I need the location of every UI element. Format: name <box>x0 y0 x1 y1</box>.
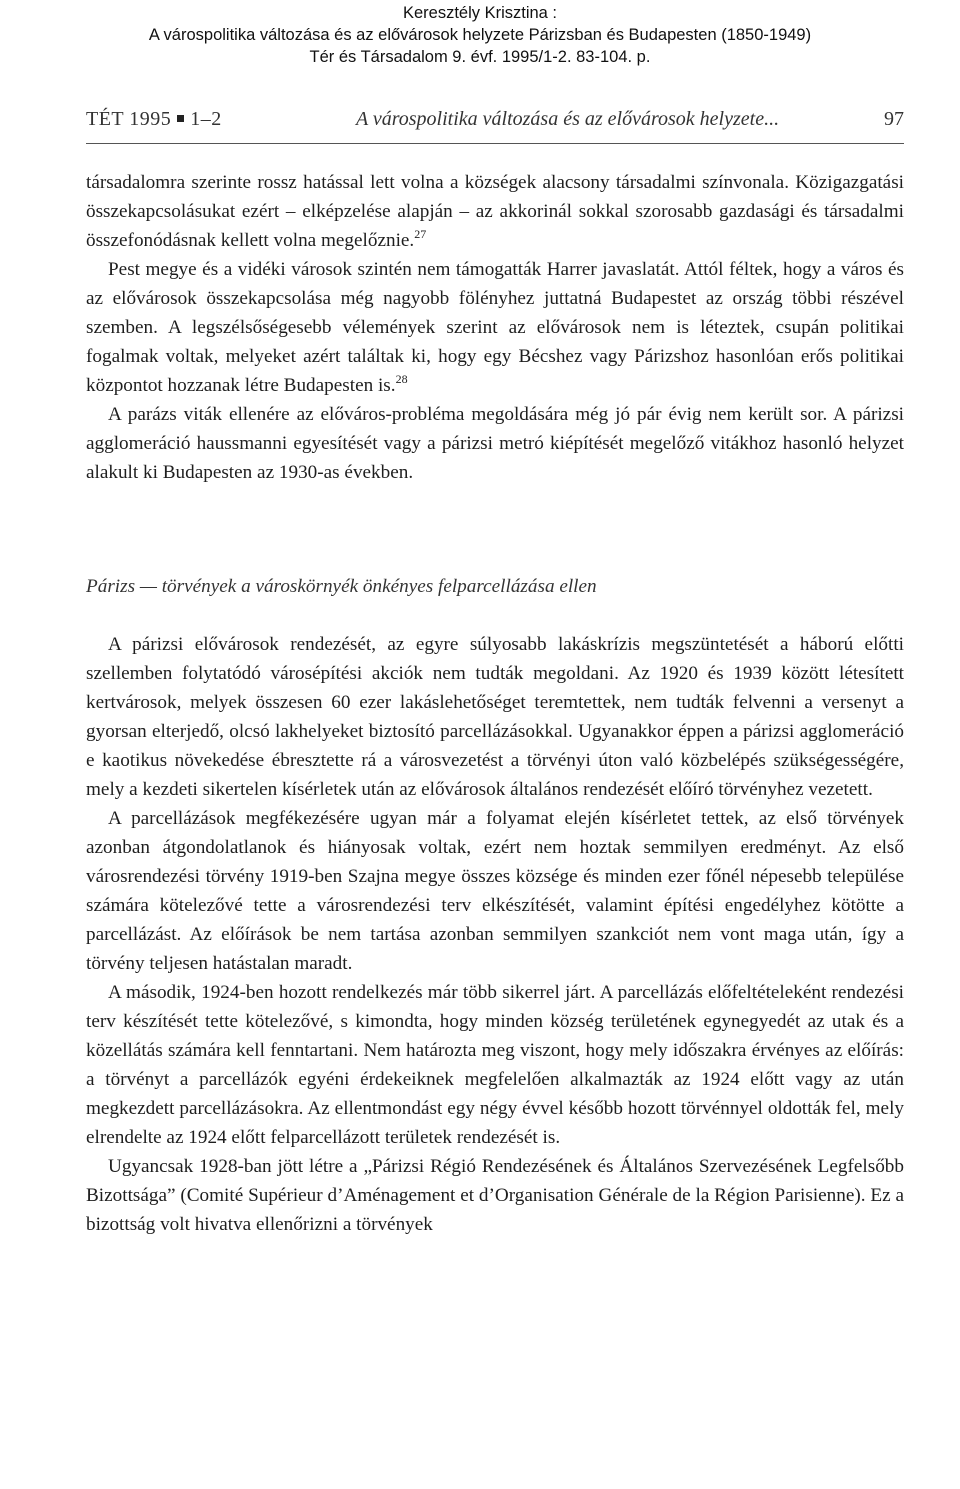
running-head <box>86 108 904 138</box>
journal-issue: 1–2 <box>190 108 222 130</box>
citation-source: Tér és Társadalom 9. évf. 1995/1-2. 83-104. p. <box>309 48 651 66</box>
paragraph: Ugyancsak 1928-ban jött létre a „Párizsi Régió Rendezésének és Általános Szervezésének Legfelsőbb Bizottsága” (Comité Supérieur d’Aménagement et d’Organisation Générale de la Région Parisienne). Ez a bizottság volt hivatva ellenőrizni a törvények <box>86 1156 904 1235</box>
header-rule <box>86 143 904 144</box>
journal-year: TÉT 1995 <box>86 108 172 130</box>
paragraph <box>86 255 904 400</box>
article-running-title: A várospolitika változása és az elővárosok helyzete... <box>356 108 780 130</box>
citation-title: A várospolitika változása és az elővárosok helyzete Párizsban és Budapesten (1850-1949) <box>148 26 812 44</box>
section-heading: Párizs — törvények a városkörnyék önkényes felparcellázása ellen <box>86 576 597 597</box>
section-one-text <box>86 168 904 487</box>
footnote-ref: 27 <box>414 226 427 241</box>
paragraph: A párizsi elővárosok rendezését, az egyre súlyosabb lakáskrízis megszüntetését a háború előtti szellemben folytatódó városépítési akciók nem tudták megoldani. Az 1920 és 1939 között létesített kertvárosok, melyek összesen 60 ezer lakáslehetőséget teremtettek, nem tudták felvenni a versenyt a gyorsan elterjedő, olcsó lakhelyeket biztosító parcellázásokkal. Ugyanakkor éppen a párizsi agglomeráció e kaotikus növekedése ébresztette rá a városvezetést a törvényi úton való közbelépés szükségességére, mely a kezdeti sikertelen kísérletek után az elővárosok általános rendezését előíró törvényhez vezetett. <box>86 634 904 800</box>
section-two-text <box>86 630 904 1239</box>
citation-author: Keresztély Krisztina : <box>402 4 558 22</box>
footnote-ref: 28 <box>395 371 408 386</box>
paragraph <box>86 168 904 255</box>
page-number: 97 <box>884 108 904 130</box>
journal-label <box>86 108 222 131</box>
paragraph-text: Pest megye és a vidéki városok szintén nem támogatták Harrer javaslatát. Attól féltek, hogy a város és az elővárosok összekapcsolása még nagyobb fölényhez juttatná Budapestet az ország többi részével szemben. A legszélsőségesebb vélemények szerint az elővárosok nem is léteztek, csupán politikai fogalmak voltak, melyeket azért találtak ki, hogy egy Bécshez vagy Párizshoz hasonlóan erős politikai központot hozzanak létre Budapesten is. <box>86 259 904 396</box>
citation-header <box>0 2 960 68</box>
paragraph: A parcellázások megfékezésére ugyan már a folyamat elején kísérletet tettek, az első törvények azonban átgondolatlanok és hiányosak voltak, ezért nem hoztak semmilyen eredményt. Az első városrendezési törvény 1919-ben Szajna megye összes községe és minden ezer főnél népesebb települése számára kötelezővé tette a városrendezési terv elkészítését, valamint építési engedélyhez kötötte a parcellázást. Az előírások be nem tartása azonban semmilyen szankciót nem vont maga után, így a törvény teljesen hatástalan maradt. <box>86 808 904 974</box>
paragraph: A parázs viták ellenére az előváros-probléma megoldására még jó pár évig nem került sor. A párizsi agglomeráció haussmanni egyesítését vagy a párizsi metró kiépítését megelőző vitákhoz hasonló helyzet alakult ki Budapesten az 1930-as években. <box>86 404 904 483</box>
square-bullet-icon <box>177 115 184 122</box>
paragraph-text: társadalomra szerinte rossz hatással lett volna a községek alacsony társadalmi színvonala. Közigazgatási összekapcsolásukat ezért – elképzelése alapján – az akkorinál sokkal szorosabb gazdasági és társadalmi összefonódásnak kellett volna megelőznie. <box>86 172 904 251</box>
paragraph: A második, 1924-ben hozott rendelkezés már több sikerrel járt. A parcellázás előfeltételeként rendezési terv készítését tette kötelezővé, s kimondta, hogy minden község területének egynegyedét az utak és a közellátás számára kell fenntartani. Nem határozta meg viszont, hogy mely időszakra érvényes az előírás: a törvényt a parcellázók egyéni érdekeiknek megfelelően alkalmazták az 1924 előtt vagy az után megkezdett parcellázásokra. Az ellentmondást egy négy évvel később hozott törvénnyel oldották fel, mely elrendelte az 1924 előtt felparcellázott területek rendezését is. <box>86 982 904 1148</box>
